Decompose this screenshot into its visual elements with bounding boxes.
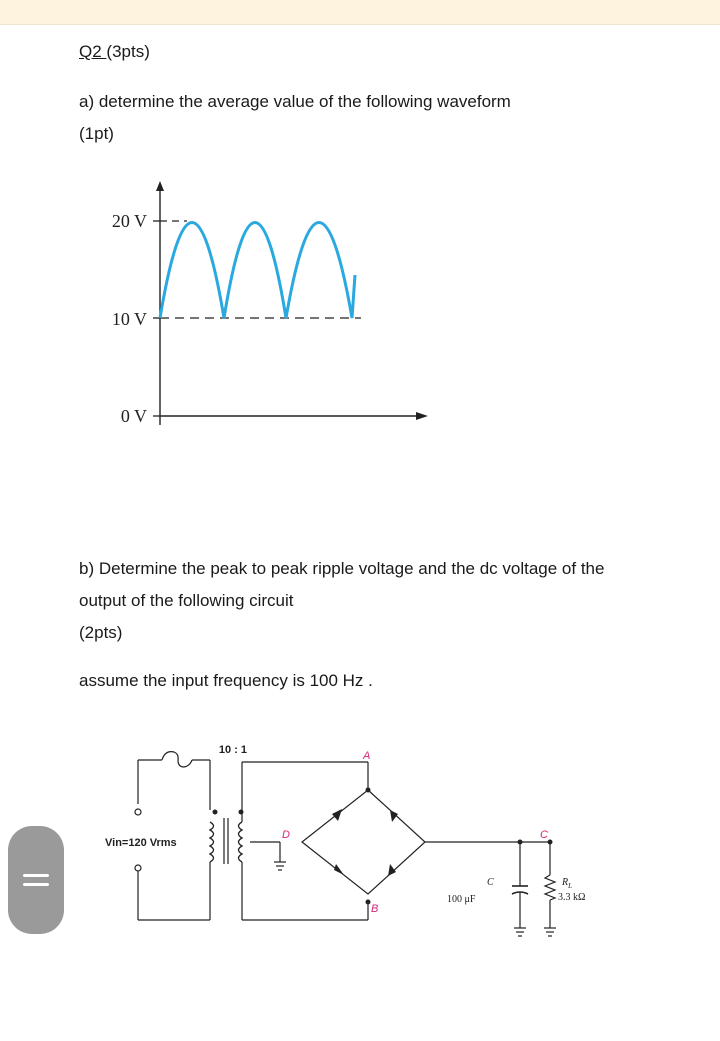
x-axis-arrow-icon — [416, 412, 428, 420]
cap-value: 100 μF — [447, 894, 476, 905]
input-terminal-top — [135, 809, 141, 815]
primary-dot — [213, 810, 218, 815]
node-a-dot — [366, 788, 371, 793]
primary-coil-icon — [210, 822, 214, 862]
rl-label-main: R — [562, 877, 569, 888]
circuit-figure — [80, 730, 620, 960]
handle-bar-top — [23, 874, 49, 877]
y-axis-arrow-icon — [156, 181, 164, 191]
question-points: (3pts) — [106, 42, 150, 61]
diode-1-icon — [332, 809, 342, 821]
secondary-coil-icon — [239, 822, 243, 862]
cap-letter: C — [487, 877, 494, 888]
rectified-waveform — [160, 223, 355, 319]
fuse-icon — [162, 752, 192, 767]
waveform-figure — [95, 175, 445, 435]
rl-label-sub: L — [568, 882, 573, 890]
node-b-label: B — [371, 903, 379, 915]
part-b-line1: b) Determine the peak to peak ripple voltage and the dc voltage of the — [79, 559, 605, 578]
rl-value: 3.3 kΩ — [558, 892, 586, 903]
part-a-text: a) determine the average value of the following waveform — [79, 92, 511, 111]
node-a-label: A — [363, 750, 371, 762]
vin-label: Vin=120 Vrms — [105, 837, 177, 849]
part-b-line2: output of the following circuit — [79, 591, 294, 610]
rl-label — [561, 877, 572, 890]
handle-bar-bottom — [23, 883, 49, 886]
part-b-points: (2pts) — [79, 623, 123, 642]
label-0v: 0 V — [120, 406, 147, 426]
resistor-icon — [545, 875, 555, 900]
label-20v: 20 V — [111, 211, 147, 231]
diode-3-icon — [334, 864, 344, 875]
turns-ratio: 10 : 1 — [218, 744, 248, 756]
secondary-dot — [239, 810, 244, 815]
part-b-assumption: assume the input frequency is 100 Hz . — [79, 671, 373, 690]
question-title — [79, 42, 150, 62]
part-a-points: (1pt) — [79, 124, 114, 143]
drag-handle-icon[interactable] — [8, 826, 64, 934]
node-c-label: C — [540, 829, 548, 841]
bridge-outline — [302, 790, 425, 894]
node-d-label: D — [282, 829, 290, 841]
top-notification-bar — [0, 0, 720, 25]
node-b-dot — [366, 900, 371, 905]
input-terminal-bottom — [135, 865, 141, 871]
question-number: Q2 — [79, 42, 107, 61]
label-10v: 10 V — [111, 309, 147, 329]
